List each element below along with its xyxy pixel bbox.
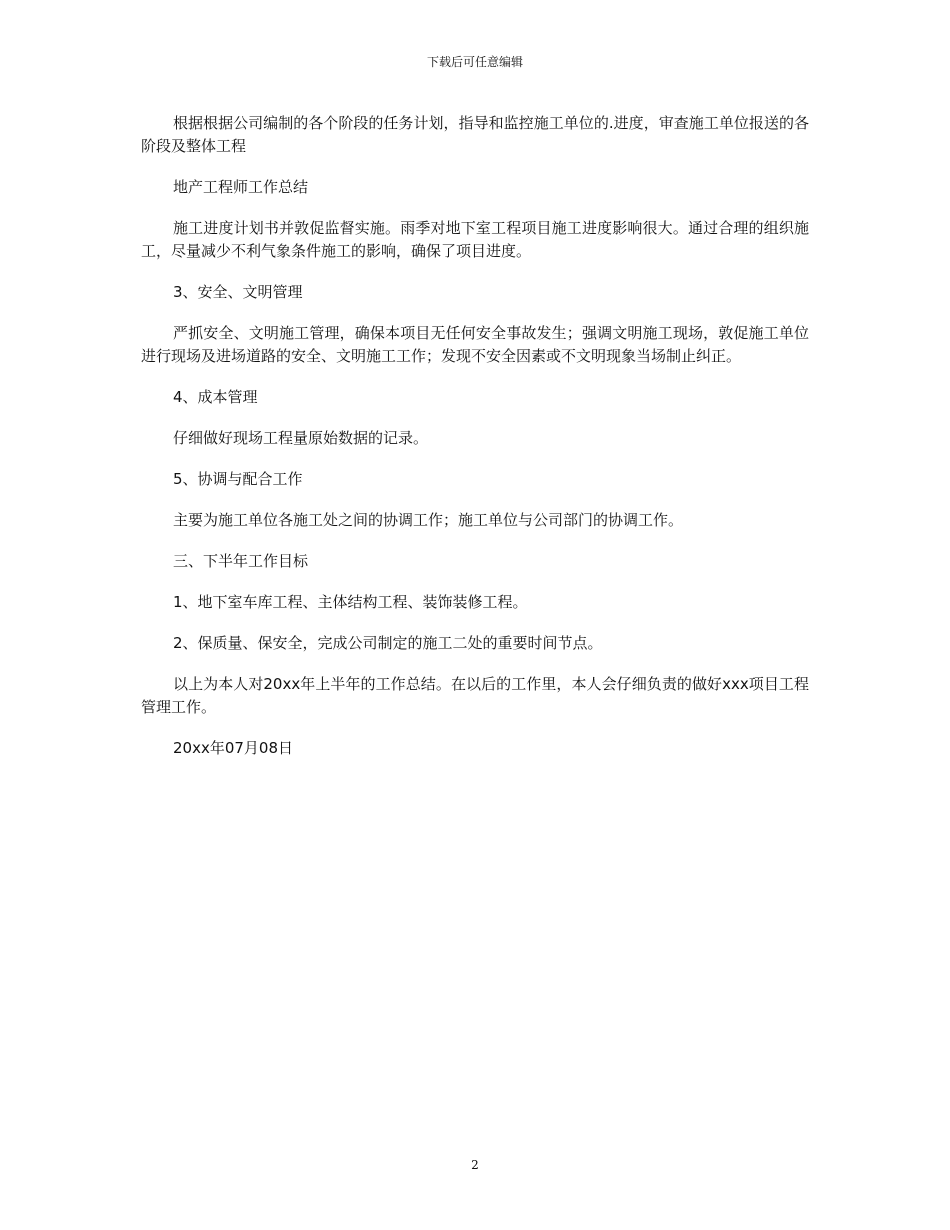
paragraph-conclusion: 以上为本人对20xx年上半年的工作总结。在以后的工作里，本人会仔细负责的做好xxx项目工程管理工作。 xyxy=(141,675,809,716)
goal-item-1: 1、地下室车库工程、主体结构工程、装饰装修工程。 xyxy=(173,593,528,611)
paragraph-cost: 仔细做好现场工程量原始数据的记录。 xyxy=(173,429,429,447)
goal-item-2: 2、保质量、保安全，完成公司制定的施工二处的重要时间节点。 xyxy=(173,634,603,652)
heading-coordination: 5、协调与配合工作 xyxy=(173,470,303,488)
paragraph-summary-title: 地产工程师工作总结 xyxy=(173,178,309,196)
heading-cost: 4、成本管理 xyxy=(173,388,258,406)
paragraph-schedule: 施工进度计划书并敦促监督实施。雨季对地下室工程项目施工进度影响很大。通过合理的组织施工，尽量减少不利气象条件施工的影响，确保了项目进度。 xyxy=(141,219,809,260)
page-header: 下载后可任意编辑 xyxy=(426,55,523,69)
paragraph-safety: 严抓安全、文明施工管理，确保本项目无任何安全事故发生；强调文明施工现场，敦促施工单位进行现场及进场道路的安全、文明施工工作；发现不安全因素或不文明现象当场制止纠正。 xyxy=(141,324,809,365)
heading-second-half-goals: 三、下半年工作目标 xyxy=(173,552,309,570)
paragraph-coordination: 主要为施工单位各施工处之间的协调工作；施工单位与公司部门的协调工作。 xyxy=(173,511,684,529)
paragraph-task-plan: 根据根据公司编制的各个阶段的任务计划，指导和监控施工单位的.进度，审查施工单位报送的各阶段及整体工程 xyxy=(141,114,809,155)
document-body xyxy=(141,112,809,778)
document-date: 20xx年07月08日 xyxy=(173,739,294,757)
heading-safety: 3、安全、文明管理 xyxy=(173,283,303,301)
page-number: 2 xyxy=(471,1158,479,1172)
